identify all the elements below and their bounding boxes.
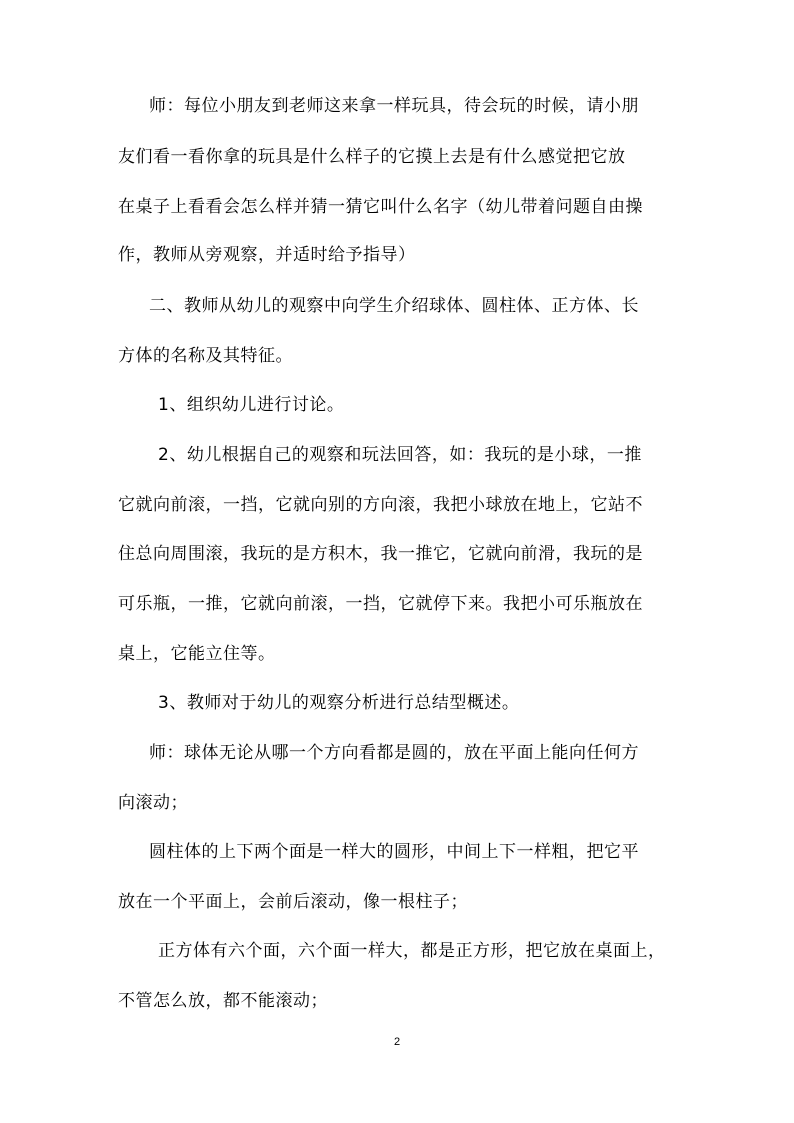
paragraph-line: 正方体有六个面，六个面一样大，都是正方形，把它放在桌面上， [158, 941, 666, 961]
paragraph-line: 放在一个平面上，会前后滚动，像一根柱子； [118, 892, 468, 912]
page-number: 2 [393, 1036, 401, 1048]
paragraph-line: 向滚动； [118, 793, 188, 813]
paragraph-line: 不管怎么放，都不能滚动； [118, 991, 328, 1011]
paragraph-line: 它就向前滚，一挡，它就向别的方向滚，我把小球放在地上，它站不 [118, 495, 643, 515]
paragraph-line: 师：球体无论从哪一个方向看都是圆的，放在平面上能向任何方 [149, 743, 639, 763]
paragraph-line: 方体的名称及其特征。 [118, 346, 293, 366]
paragraph-line: 师：每位小朋友到老师这来拿一样玩具，待会玩的时候，请小朋 [149, 96, 639, 116]
paragraph-line: 友们看一看你拿的玩具是什么样子的它摸上去是有什么感觉把它放 [118, 147, 626, 167]
section-heading-line: 二、教师从幼儿的观察中向学生介绍球体、圆柱体、正方体、长 [149, 296, 639, 316]
paragraph-line: 住总向周围滚，我玩的是方积木，我一推它，它就向前滑，我玩的是 [118, 544, 643, 564]
paragraph-line: 在桌子上看看会怎么样并猜一猜它叫什么名字（幼儿带着问题自由操 [118, 197, 643, 217]
list-item-1: 1、组织幼儿进行讨论。 [158, 395, 345, 415]
list-item-2: 2、幼儿根据自己的观察和玩法回答，如：我玩的是小球，一推 [158, 445, 642, 465]
paragraph-line: 桌上，它能立住等。 [118, 644, 276, 664]
list-item-3: 3、教师对于幼儿的观察分析进行总结型概述。 [158, 693, 520, 713]
paragraph-line: 可乐瓶，一推，它就向前滚，一挡，它就停下来。我把小可乐瓶放在 [118, 594, 643, 614]
paragraph-line: 作，教师从旁观察，并适时给予指导） [118, 245, 416, 265]
paragraph-line: 圆柱体的上下两个面是一样大的圆形，中间上下一样粗，把它平 [149, 842, 639, 862]
